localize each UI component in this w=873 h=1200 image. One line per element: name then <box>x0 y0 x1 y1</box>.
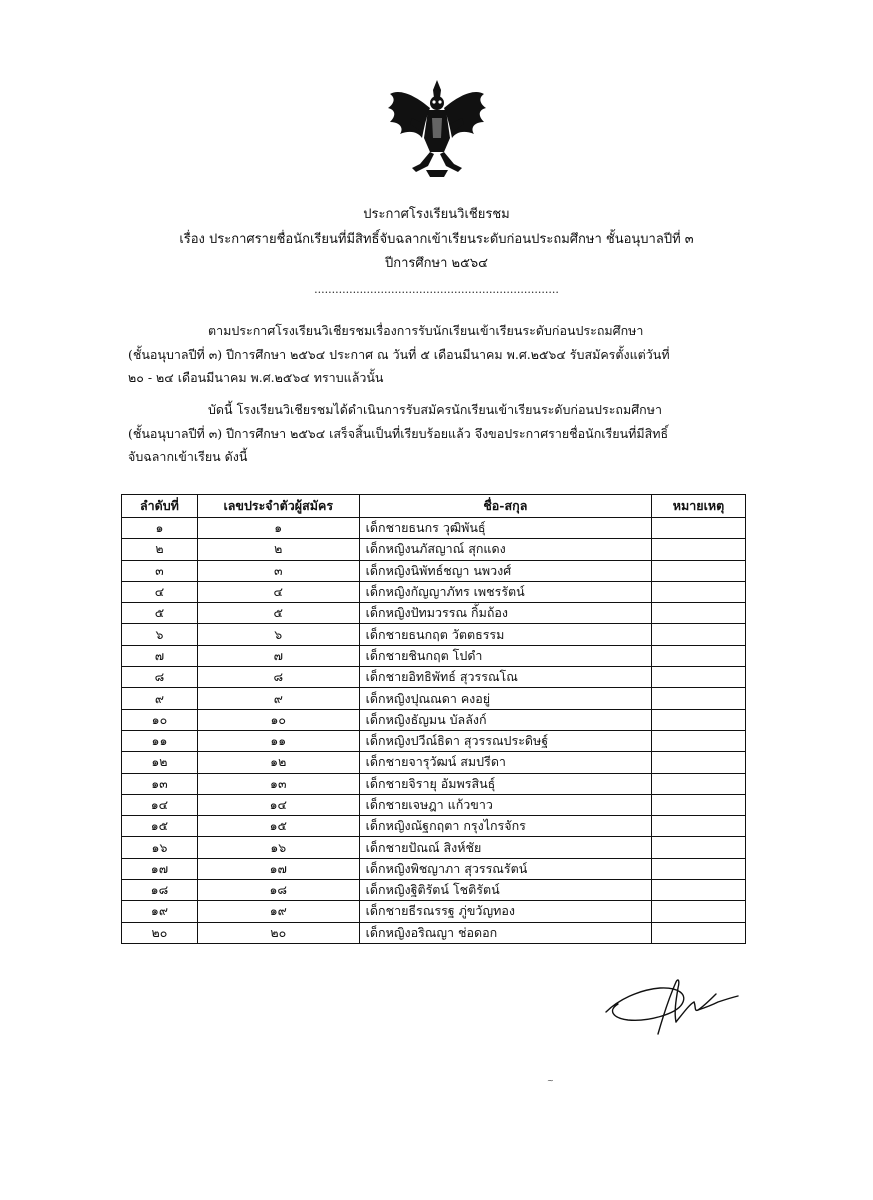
table-row <box>122 560 746 581</box>
cell-note <box>652 624 746 645</box>
cell-name: เด็กหญิงปุณณดา คงอยู่ <box>359 688 651 709</box>
cell-applicant-id: ๑๐ <box>197 709 359 730</box>
paragraph-line: ตามประกาศโรงเรียนวิเชียรชมเรื่องการรับนักเรียนเข้าเรียนระดับก่อนประถมศึกษา <box>208 323 644 338</box>
separator-line: ...................................................................... <box>314 283 559 296</box>
cell-no: ๖ <box>122 624 198 645</box>
cell-no: ๓ <box>122 560 198 581</box>
cell-note <box>652 581 746 602</box>
signature-icon <box>598 960 748 1040</box>
cell-no: ๑๐ <box>122 709 198 730</box>
cell-note <box>652 667 746 688</box>
cell-name: เด็กชายธนกร วุฒิพันธุ์ <box>359 518 651 539</box>
cell-name: เด็กหญิงนภัสญาณ์ สุกแดง <box>359 539 651 560</box>
cell-name: เด็กชายธนกฤต วัตตธรรม <box>359 624 651 645</box>
cell-name: เด็กชายธีรณรรฐ ภู่ขวัญทอง <box>359 901 651 922</box>
cell-no: ๑๑ <box>122 730 198 751</box>
cell-applicant-id: ๑๒ <box>197 752 359 773</box>
student-list-table <box>121 494 746 944</box>
cell-name: เด็กหญิงธัญมน บัลลังก์ <box>359 709 651 730</box>
academic-year: ปีการศึกษา ๒๕๖๔ <box>384 256 489 271</box>
table-row <box>122 858 746 879</box>
cell-name: เด็กชายเจษฎา แก้วขาว <box>359 794 651 815</box>
cell-applicant-id: ๑๓ <box>197 773 359 794</box>
table-row <box>122 837 746 858</box>
cell-applicant-id: ๗ <box>197 645 359 666</box>
cell-no: ๑๕ <box>122 816 198 837</box>
cell-no: ๑๓ <box>122 773 198 794</box>
table-row <box>122 645 746 666</box>
cell-no: ๗ <box>122 645 198 666</box>
cell-note <box>652 858 746 879</box>
table-row <box>122 624 746 645</box>
header-note: หมายเหตุ <box>652 495 746 518</box>
cell-note <box>652 773 746 794</box>
cell-applicant-id: ๑๑ <box>197 730 359 751</box>
cell-name: เด็กชายอิทธิพัทธ์ สุวรรณโณ <box>359 667 651 688</box>
cell-no: ๘ <box>122 667 198 688</box>
table-row <box>122 752 746 773</box>
cell-note <box>652 837 746 858</box>
cell-name: เด็กหญิงอริณญา ช่อดอก <box>359 922 651 943</box>
cell-name: เด็กชายปัณณ์ สิงห์ชัย <box>359 837 651 858</box>
cell-no: ๑๖ <box>122 837 198 858</box>
table-row <box>122 581 746 602</box>
cell-name: เด็กหญิงพิชญาภา สุวรรณรัตน์ <box>359 858 651 879</box>
table-row <box>122 901 746 922</box>
cell-name: เด็กหญิงณัฐกฤตา กรุงไกรจักร <box>359 816 651 837</box>
table-row <box>122 667 746 688</box>
cell-note <box>652 794 746 815</box>
cell-note <box>652 518 746 539</box>
paragraph-line: ๒๐ - ๒๔ เดือนมีนาคม พ.ศ.๒๕๖๔ ทราบแล้วนั้น <box>128 370 384 385</box>
paragraph-line: จับฉลากเข้าเรียน ดังนี้ <box>128 449 248 464</box>
cell-applicant-id: ๒๐ <box>197 922 359 943</box>
cell-note <box>652 816 746 837</box>
cell-name: เด็กชายจิรายุ อัมพรสินธุ์ <box>359 773 651 794</box>
cell-applicant-id: ๑๙ <box>197 901 359 922</box>
header-no: ลำดับที่ <box>122 495 198 518</box>
table-row <box>122 730 746 751</box>
table-row <box>122 603 746 624</box>
cell-no: ๕ <box>122 603 198 624</box>
cell-note <box>652 688 746 709</box>
cell-note <box>652 539 746 560</box>
cell-note <box>652 752 746 773</box>
paragraph-intro <box>128 319 752 390</box>
cell-name: เด็กหญิงนิพัทธ์ชญา นพวงศ์ <box>359 560 651 581</box>
table-row <box>122 922 746 943</box>
cell-applicant-id: ๑๗ <box>197 858 359 879</box>
cell-applicant-id: ๑๘ <box>197 880 359 901</box>
table-row <box>122 773 746 794</box>
paragraph-line: (ชั้นอนุบาลปีที่ ๓) ปีการศึกษา ๒๕๖๔ เสร็จสิ้นเป็นที่เรียบร้อยแล้ว จึงขอประกาศรายชื่อนักเรียนที่มีสิทธิ์ <box>128 425 669 441</box>
announcement-title: ประกาศโรงเรียนวิเชียรชม <box>363 207 510 222</box>
cell-applicant-id: ๓ <box>197 560 359 581</box>
cell-note <box>652 922 746 943</box>
garuda-emblem-icon <box>386 78 488 178</box>
table-row <box>122 539 746 560</box>
announcement-subject: เรื่อง ประกาศรายชื่อนักเรียนที่มีสิทธิ์จับฉลากเข้าเรียนระดับก่อนประถมศึกษา ชั้นอนุบาลปีที่ ๓ <box>179 232 694 247</box>
table-row <box>122 688 746 709</box>
cell-no: ๒๐ <box>122 922 198 943</box>
cell-note <box>652 901 746 922</box>
cell-name: เด็กชายชินกฤต โปดำ <box>359 645 651 666</box>
cell-no: ๑ <box>122 518 198 539</box>
cell-name: เด็กหญิงปัทมวรรณ กิ้มถ้อง <box>359 603 651 624</box>
cell-applicant-id: ๑๖ <box>197 837 359 858</box>
cell-applicant-id: ๑ <box>197 518 359 539</box>
table-row <box>122 518 746 539</box>
table-row <box>122 880 746 901</box>
cell-no: ๔ <box>122 581 198 602</box>
cell-no: ๑๘ <box>122 880 198 901</box>
table-row <box>122 709 746 730</box>
cell-note <box>652 709 746 730</box>
cell-applicant-id: ๑๔ <box>197 794 359 815</box>
cell-note <box>652 560 746 581</box>
cell-no: ๑๙ <box>122 901 198 922</box>
cell-no: ๑๗ <box>122 858 198 879</box>
table-row <box>122 794 746 815</box>
cell-applicant-id: ๒ <box>197 539 359 560</box>
cell-applicant-id: ๕ <box>197 603 359 624</box>
cell-note <box>652 645 746 666</box>
cell-note <box>652 603 746 624</box>
cell-name: เด็กหญิงฐิติรัตน์ โชติรัตน์ <box>359 880 651 901</box>
cell-no: ๑๔ <box>122 794 198 815</box>
header-name: ชื่อ-สกุล <box>359 495 651 518</box>
cell-name: เด็กหญิงกัญญาภัทร เพชรรัตน์ <box>359 581 651 602</box>
cell-note <box>652 730 746 751</box>
cell-no: ๒ <box>122 539 198 560</box>
paragraph-line: (ชั้นอนุบาลปีที่ ๓) ปีการศึกษา ๒๕๖๔ ประกาศ ณ วันที่ ๕ เดือนมีนาคม พ.ศ.๒๕๖๔ รับสมัครตั้งแต่วันที่ <box>128 346 670 362</box>
cell-applicant-id: ๘ <box>197 667 359 688</box>
scan-speck: ~ <box>547 1076 554 1085</box>
paragraph-line: บัดนี้ โรงเรียนวิเชียรชมได้ดำเนินการรับสมัครนักเรียนเข้าเรียนระดับก่อนประถมศึกษา <box>208 402 662 417</box>
cell-applicant-id: ๙ <box>197 688 359 709</box>
cell-note <box>652 880 746 901</box>
cell-applicant-id: ๖ <box>197 624 359 645</box>
paragraph-result <box>128 398 752 469</box>
cell-no: ๑๒ <box>122 752 198 773</box>
cell-applicant-id: ๑๕ <box>197 816 359 837</box>
cell-no: ๙ <box>122 688 198 709</box>
cell-applicant-id: ๔ <box>197 581 359 602</box>
cell-name: เด็กชายจารุวัฒน์ สมปรีดา <box>359 752 651 773</box>
table-header-row <box>122 495 746 518</box>
table-row <box>122 816 746 837</box>
header-applicant-id: เลขประจำตัวผู้สมัคร <box>197 495 359 518</box>
cell-name: เด็กหญิงปวีณ์ธิดา สุวรรณประดิษฐ์ <box>359 730 651 751</box>
